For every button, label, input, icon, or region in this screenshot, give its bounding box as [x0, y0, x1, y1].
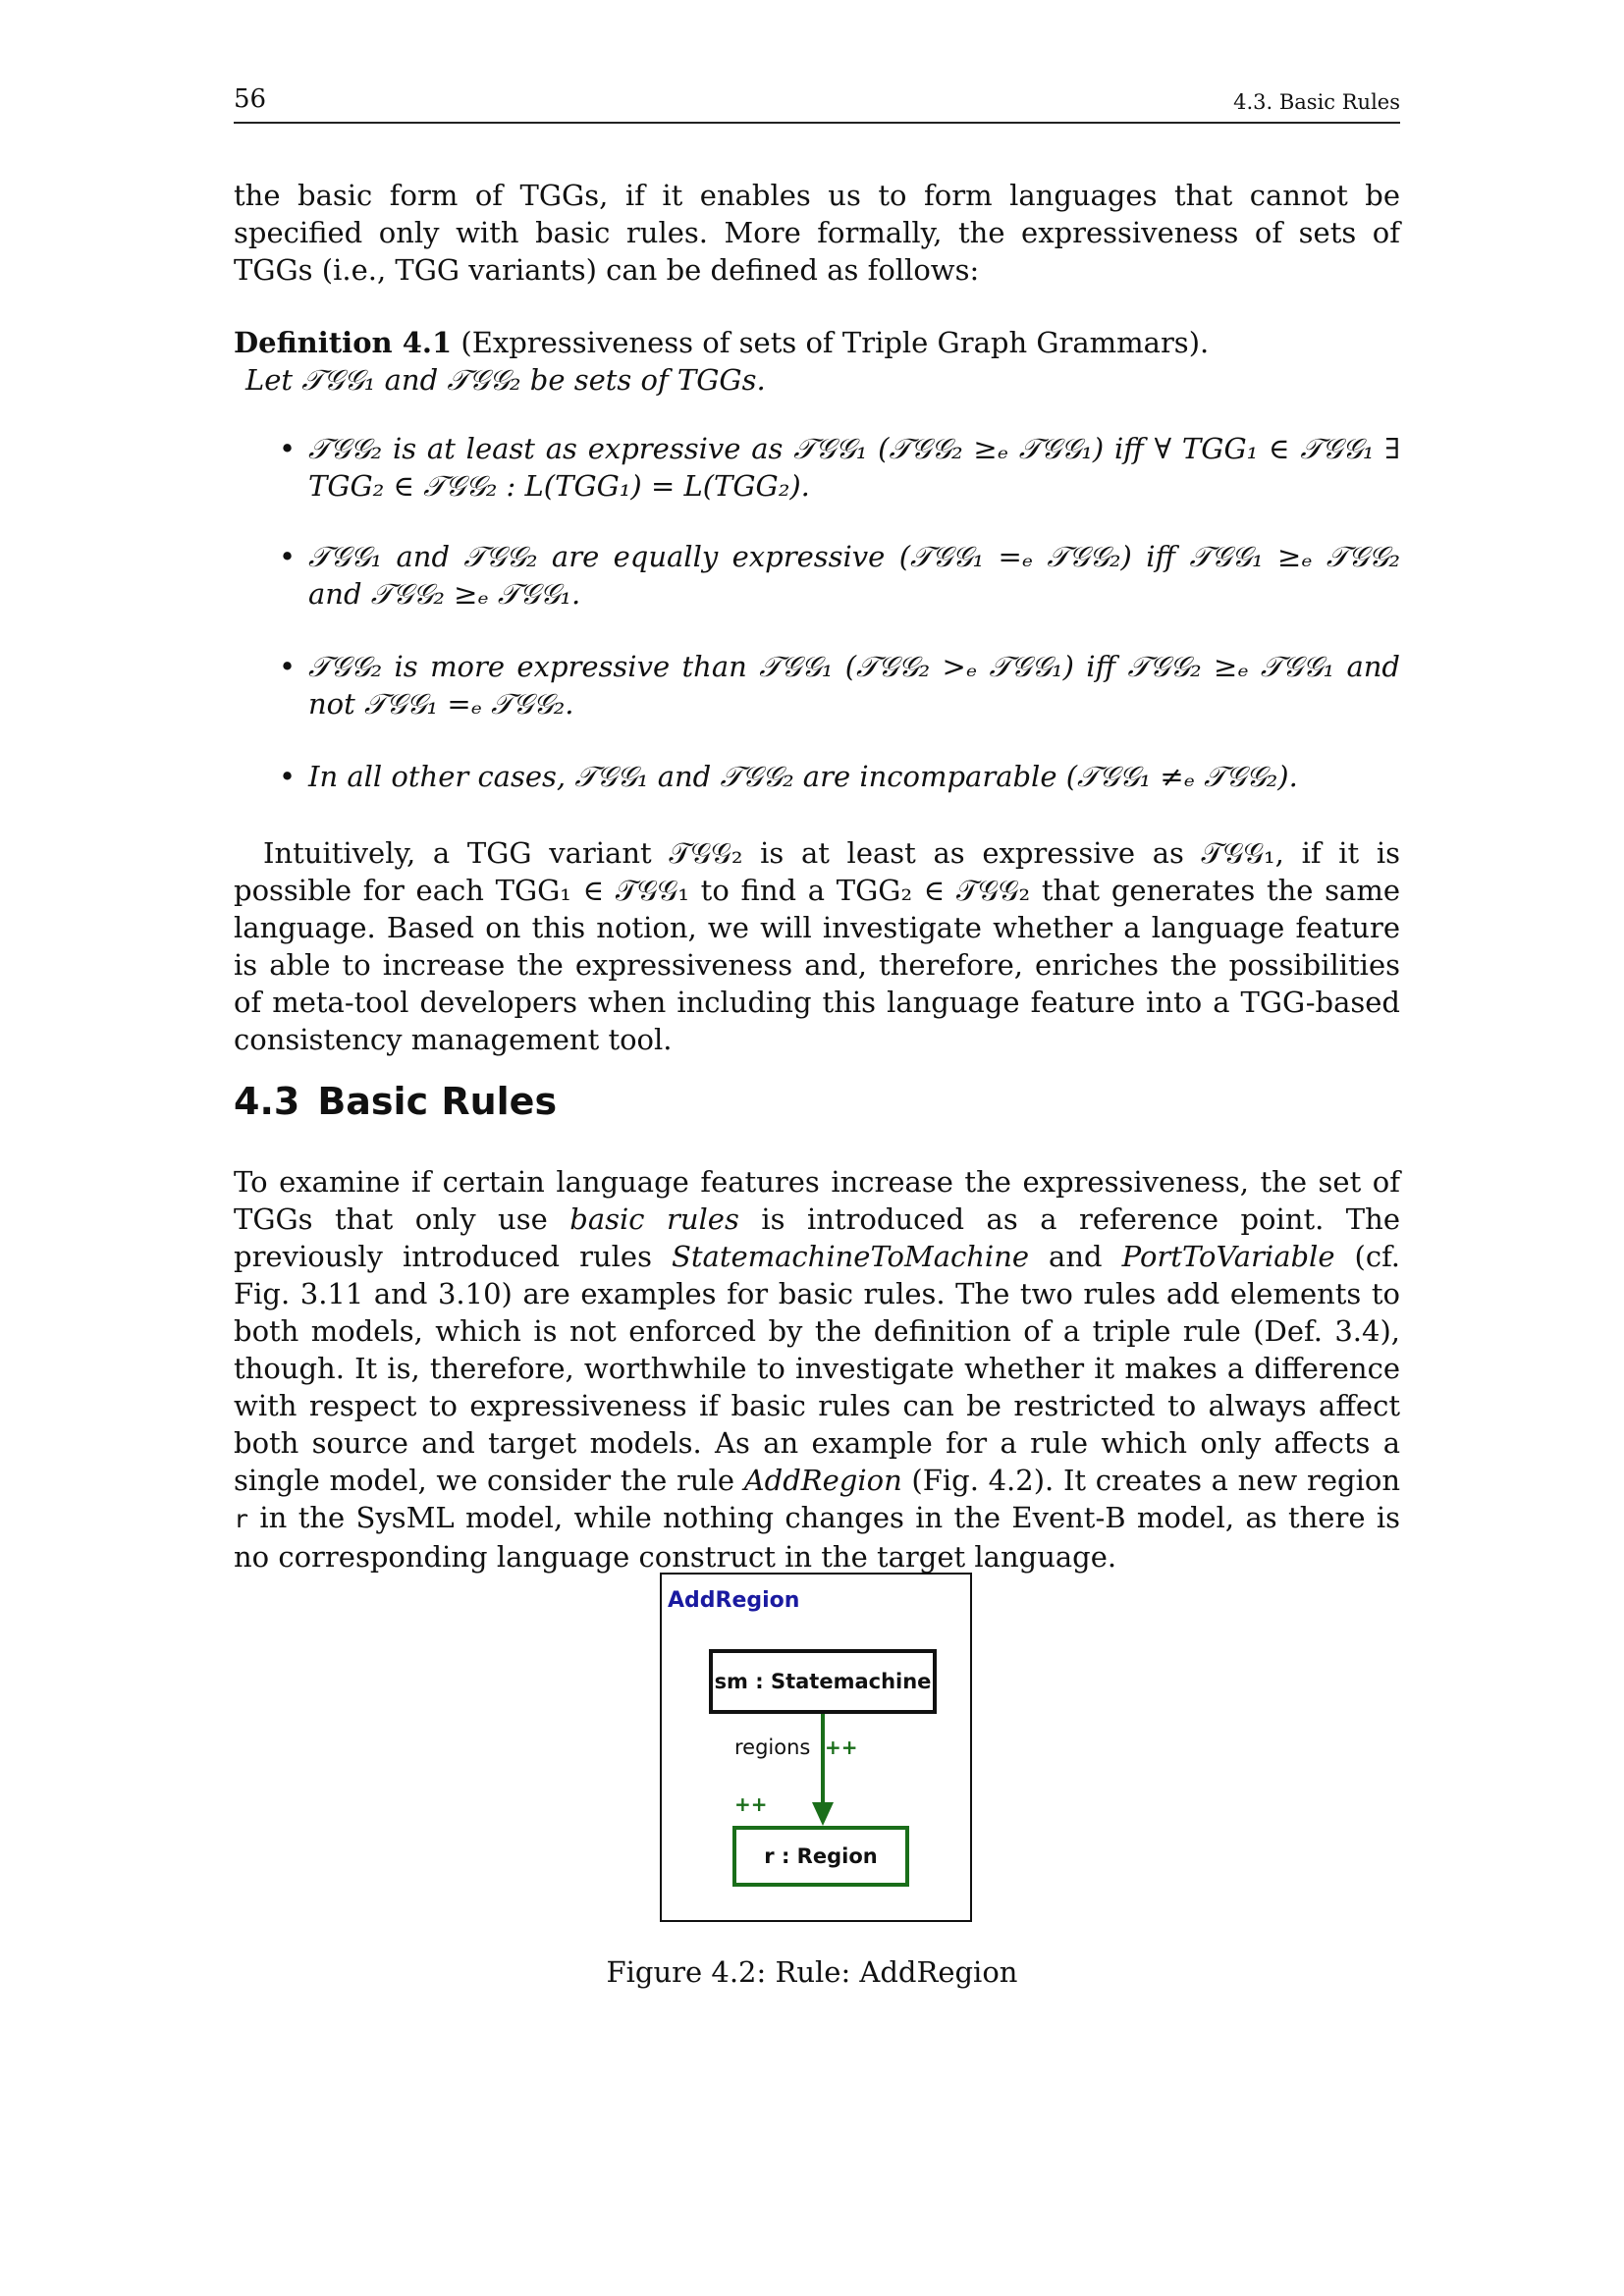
text-run: in the SysML model, while nothing changes in the Event-B model, as there is no corresponding language construct in the target language.: [234, 1501, 1400, 1574]
page-number: 56: [234, 84, 267, 114]
node-label: r : Region: [764, 1844, 878, 1868]
definition-heading: [234, 324, 1400, 361]
section-number: 4.3: [234, 1080, 300, 1123]
text-run: (Fig. 4.2). It creates a new region: [901, 1464, 1400, 1497]
list-item-text: 𝒯𝒢𝒢₁ and 𝒯𝒢𝒢₂ are equally expressive (𝒯𝒢𝒢₁ =ₑ 𝒯𝒢𝒢₂) iff 𝒯𝒢𝒢₁ ≥ₑ 𝒯𝒢𝒢₂ and 𝒯𝒢𝒢₂ ≥ₑ 𝒯𝒢𝒢₁.: [308, 540, 1400, 611]
section-heading: [234, 1080, 557, 1123]
rule-name: AddRegion: [743, 1464, 902, 1497]
node-region: [732, 1826, 909, 1887]
rule-diagram: [660, 1573, 972, 1922]
text-run: (cf. Fig. 3.11 and 3.10) are examples for basic rules. The two rules add elements to both models, which is not enforced by the definition of a triple rule (Def. 3.4), though. It is, therefore, worthwhile to investigate whether it makes a difference with respect to expressiveness if basic rules can be restricted to always affect both source and target models. As an example for a rule which only affects a single model, we consider the rule: [234, 1240, 1401, 1497]
edge-label: regions: [734, 1735, 811, 1759]
text-run: is introduced as a reference point. The previously introduced rules: [234, 1202, 1400, 1273]
bullet-icon: •: [279, 760, 297, 793]
list-item-text: In all other cases, 𝒯𝒢𝒢₁ and 𝒯𝒢𝒢₂ are incomparable (𝒯𝒢𝒢₁ ≠ₑ 𝒯𝒢𝒢₂).: [308, 760, 1298, 793]
text-run: and: [1029, 1240, 1122, 1273]
bullet-icon: •: [279, 432, 297, 465]
bullet-icon: •: [279, 540, 297, 573]
rule-name: PortToVariable: [1121, 1240, 1335, 1273]
paragraph-basic-rules: [234, 1163, 1400, 1575]
node-label: sm : Statemachine: [714, 1670, 932, 1693]
running-head: 4.3. Basic Rules: [1233, 90, 1400, 114]
edge-create-marker: ++: [825, 1735, 858, 1759]
list-item-text: 𝒯𝒢𝒢₂ is more expressive than 𝒯𝒢𝒢₁ (𝒯𝒢𝒢₂ >ₑ 𝒯𝒢𝒢₁) iff 𝒯𝒢𝒢₂ ≥ₑ 𝒯𝒢𝒢₁ and not 𝒯𝒢𝒢₁ =ₑ 𝒯𝒢𝒢₂.: [308, 650, 1400, 721]
bullet-icon: •: [279, 650, 297, 683]
paragraph-intro: the basic form of TGGs, if it enables us to form languages that cannot be specified only with basic rules. More formally, the expressiveness of sets of TGGs (i.e., TGG variants) can be defined as follows:: [234, 179, 1400, 287]
term-basic-rules: basic rules: [569, 1202, 739, 1236]
page-header: [234, 84, 1400, 124]
definition-title: (Expressiveness of sets of Triple Graph Grammars).: [460, 326, 1210, 359]
rule-name: StatemachineToMachine: [672, 1240, 1030, 1273]
figure-caption: Figure 4.2: Rule: AddRegion: [606, 1955, 1018, 1989]
definition-lead: Let 𝒯𝒢𝒢₁ and 𝒯𝒢𝒢₂ be sets of TGGs.: [245, 363, 766, 397]
definition-label: Definition 4.1: [234, 326, 453, 359]
rule-title: AddRegion: [668, 1588, 800, 1613]
arrow-head-icon: [812, 1802, 834, 1826]
list-item-text: 𝒯𝒢𝒢₂ is at least as expressive as 𝒯𝒢𝒢₁ (𝒯𝒢𝒢₂ ≥ₑ 𝒯𝒢𝒢₁) iff ∀ TGG₁ ∈ 𝒯𝒢𝒢₁ ∃ TGG₂ ∈ 𝒯𝒢𝒢₂ : L(TGG₁) = L(TGG₂).: [308, 432, 1400, 503]
definition-block: [234, 324, 1400, 399]
variable-name: r: [234, 1505, 249, 1533]
section-title: Basic Rules: [317, 1080, 558, 1123]
paragraph-intuition: Intuitively, a TGG variant 𝒯𝒢𝒢₂ is at least as expressive as 𝒯𝒢𝒢₁, if it is possible for each TGG₁ ∈ 𝒯𝒢𝒢₁ to find a TGG₂ ∈ 𝒯𝒢𝒢₂ that generates the same language. Based on this notion, we will investigate whether a language feature is able to increase the expressiveness and, therefore, enriches the possibilities of meta-tool developers when including this language feature into a TGG-based consistency management tool.: [234, 836, 1400, 1056]
node-create-marker: ++: [734, 1792, 768, 1816]
text-run: To examine if certain language features increase the expressiveness, the set of TGGs that only use: [234, 1165, 1400, 1236]
